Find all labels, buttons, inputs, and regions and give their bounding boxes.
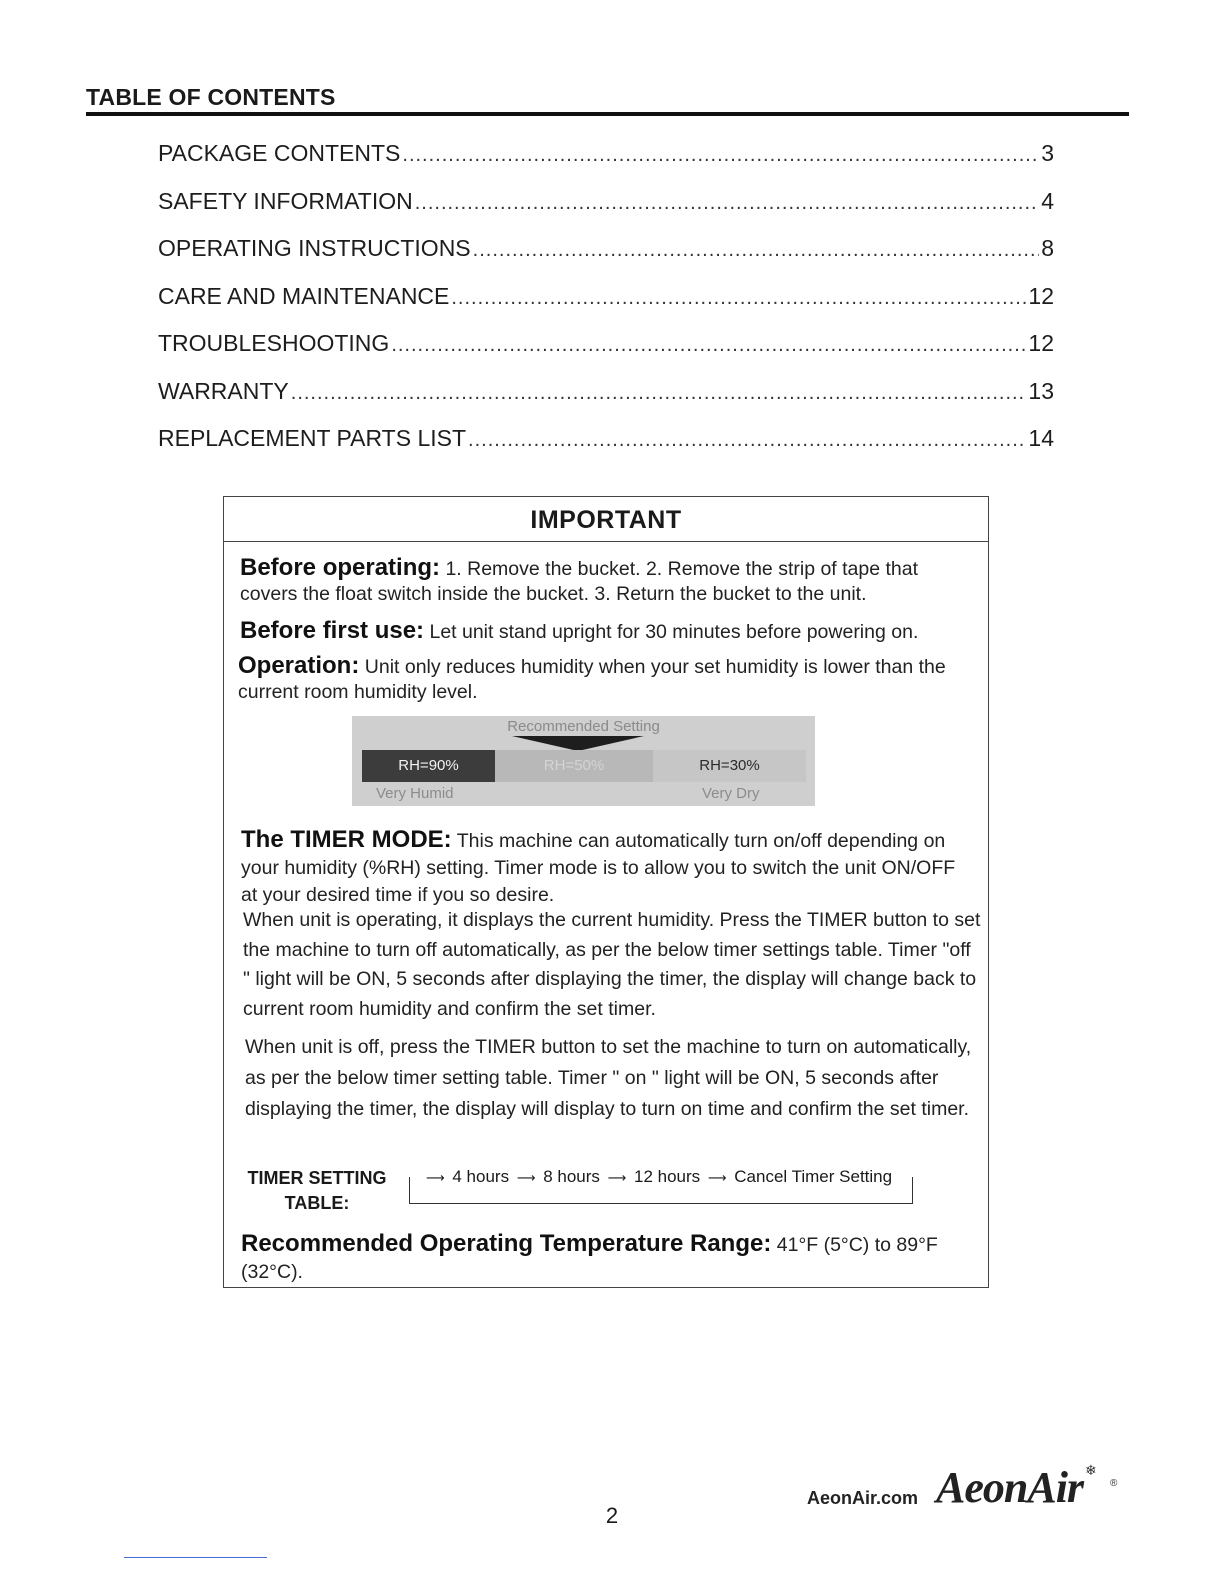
toc-leader-dots bbox=[291, 382, 1027, 405]
temperature-range-label: Recommended Operating Temperature Range: bbox=[241, 1230, 772, 1257]
operation-paragraph bbox=[238, 653, 973, 705]
toc-heading: TABLE OF CONTENTS bbox=[86, 84, 1129, 116]
timer-step: 4 hours bbox=[452, 1167, 510, 1186]
timer-step: Cancel Timer Setting bbox=[734, 1167, 893, 1186]
toc-entry-page: 4 bbox=[1041, 187, 1054, 214]
recommended-setting-label: Recommended Setting bbox=[507, 718, 660, 735]
website-label: AeonAir.com bbox=[807, 1488, 919, 1508]
timer-step: 12 hours bbox=[634, 1167, 701, 1186]
toc-entry-title: OPERATING INSTRUCTIONS bbox=[158, 235, 471, 261]
toc-leader-dots bbox=[473, 239, 1040, 262]
toc-entry[interactable] bbox=[158, 378, 1056, 426]
registered-mark-icon: ® bbox=[1110, 1478, 1118, 1489]
very-dry-label: Very Dry bbox=[702, 785, 760, 802]
rh-30-segment: RH=30% bbox=[653, 750, 806, 782]
toc-entry-title: TROUBLESHOOTING bbox=[158, 330, 390, 356]
temperature-range-text: 41°F (5°C) to 89°F (32°C). bbox=[241, 1234, 938, 1283]
toc-leader-dots bbox=[468, 429, 1026, 452]
toc-leader-dots bbox=[415, 192, 1039, 215]
toc-entry-title: REPLACEMENT PARTS LIST bbox=[158, 425, 467, 451]
very-humid-label: Very Humid bbox=[376, 785, 454, 802]
rh-50-segment: RH=50% bbox=[495, 750, 653, 782]
timer-setting-flow bbox=[409, 1167, 913, 1205]
before-first-use-paragraph bbox=[240, 618, 980, 645]
operation-text: Unit only reduces humidity when your set humidity is lower than the current room humidity level. bbox=[238, 656, 946, 703]
timer-mode-text: This machine can automatically turn on/off depending on your humidity (%RH) setting. Timer mode is to allow you to switch the unit ON/OFF at your desired time if you so desire. bbox=[241, 830, 956, 906]
arrow-right-icon: ⟶ bbox=[426, 1170, 445, 1185]
toc-entry[interactable] bbox=[158, 330, 1056, 378]
toc-entry-page: 8 bbox=[1041, 235, 1054, 261]
timer-setting-table-label: TIMER SETTING TABLE: bbox=[247, 1168, 387, 1213]
toc-entry-title: SAFETY INFORMATION bbox=[158, 187, 413, 214]
toc-leader-dots bbox=[391, 334, 1026, 357]
before-operating-paragraph bbox=[240, 555, 975, 607]
timer-mode-label: The TIMER MODE: bbox=[241, 826, 452, 853]
toc-entry[interactable] bbox=[158, 283, 1056, 331]
operation-label: Operation: bbox=[238, 652, 360, 679]
page-number: 2 bbox=[605, 1503, 619, 1528]
humidity-setting-graphic bbox=[352, 716, 815, 806]
arrow-right-icon: ⟶ bbox=[607, 1170, 627, 1185]
toc-entry-title: PACKAGE CONTENTS bbox=[158, 140, 401, 166]
toc-entry[interactable] bbox=[158, 425, 1056, 473]
toc-entry[interactable] bbox=[158, 140, 1056, 188]
toc-leader-dots bbox=[451, 287, 1026, 310]
important-title: IMPORTANT bbox=[224, 497, 988, 542]
toc-leader-dots bbox=[402, 144, 1039, 167]
toc-list bbox=[158, 140, 1056, 473]
arrow-right-icon: ⟶ bbox=[707, 1170, 727, 1185]
rh-90-segment: RH=90% bbox=[362, 750, 495, 782]
toc-entry-page: 3 bbox=[1041, 140, 1054, 166]
footer-divider bbox=[124, 1557, 267, 1558]
before-first-use-label: Before first use: bbox=[240, 617, 425, 644]
arrow-right-icon: ⟶ bbox=[516, 1170, 536, 1185]
before-operating-text: 1. Remove the bucket. 2. Remove the strip of tape that covers the float switch inside the bucket. 3. Return the bucket to the unit. bbox=[240, 558, 919, 605]
timer-off-paragraph: When unit is operating, it displays the current humidity. Press the TIMER button to set the machine to turn off automatically, as per the below timer settings table. Timer "off " light will be ON, 5 seconds after displaying the timer, the display will change back to current room humidity and confirm the set timer. bbox=[243, 909, 981, 1020]
aeonair-logo: AeonAir bbox=[936, 1463, 1084, 1512]
timer-mode-paragraph bbox=[241, 826, 976, 909]
timer-on-paragraph: When unit is off, press the TIMER button to set the machine to turn on automatically, as per the below timer setting table. Timer " on " light will be ON, 5 seconds after displaying the timer, the display will display to turn on time and confirm the set timer. bbox=[245, 1036, 972, 1120]
timer-steps bbox=[421, 1167, 894, 1187]
before-operating-label: Before operating: bbox=[240, 554, 441, 581]
toc-entry-page: 12 bbox=[1028, 282, 1054, 309]
down-arrow-icon bbox=[512, 736, 644, 751]
toc-entry-page: 13 bbox=[1028, 377, 1054, 404]
snowflake-icon: ❄ bbox=[1085, 1462, 1097, 1478]
before-first-use-text: Let unit stand upright for 30 minutes before powering on. bbox=[429, 621, 919, 643]
important-box bbox=[223, 496, 989, 1288]
temperature-range-paragraph bbox=[241, 1230, 976, 1286]
timer-step: 8 hours bbox=[543, 1167, 600, 1186]
toc-entry-page: 14 bbox=[1028, 425, 1054, 451]
toc-entry-title: CARE AND MAINTENANCE bbox=[158, 282, 450, 309]
toc-entry[interactable] bbox=[158, 188, 1056, 236]
toc-entry[interactable] bbox=[158, 235, 1056, 283]
toc-entry-page: 12 bbox=[1028, 330, 1054, 356]
toc-entry-title: WARRANTY bbox=[158, 377, 289, 404]
